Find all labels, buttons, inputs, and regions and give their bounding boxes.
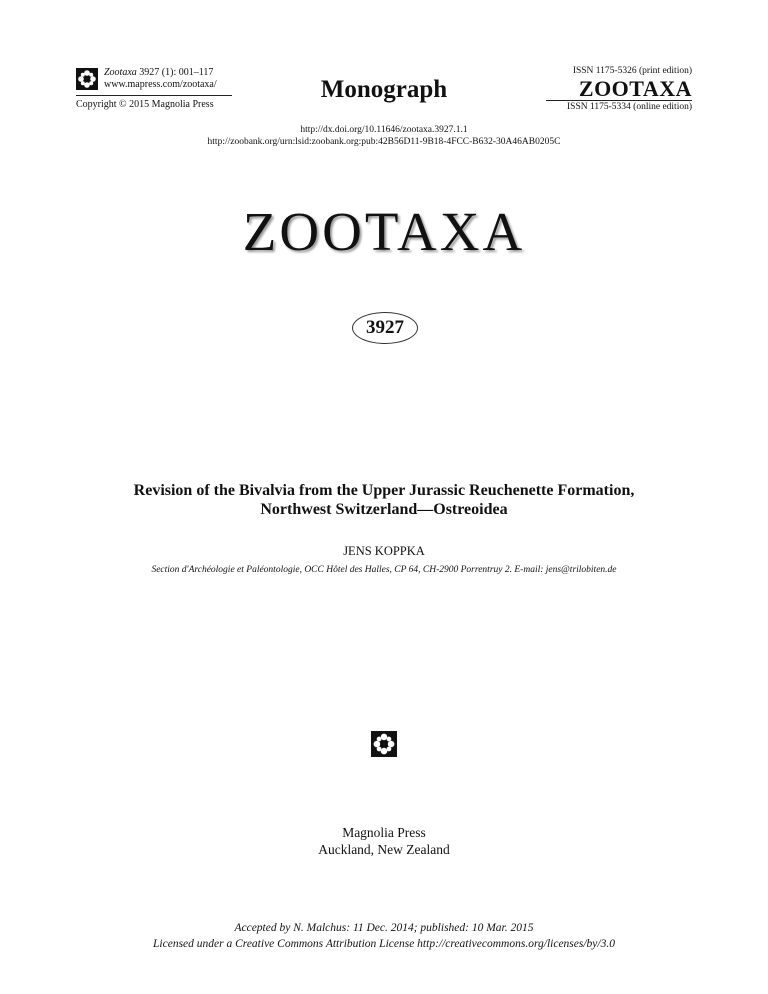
zoobank-link[interactable]: http://zoobank.org/urn:lsid:zoobank.org:pub:42B56D11-9B18-4FCC-B632-30A46AB0205C <box>207 137 561 147</box>
paper-title-line-1: Revision of the Bivalvia from the Upper Jurassic Reuchenette Formation, <box>133 482 635 499</box>
publication-info <box>0 920 768 952</box>
journal-name: Zootaxa <box>104 67 137 78</box>
header-divider-right <box>546 100 692 101</box>
article-type: Monograph <box>320 76 448 103</box>
issn-online: ISSN 1175-5334 (online edition) <box>567 102 692 112</box>
website-link[interactable]: www.mapress.com/zootaxa/ <box>104 79 217 90</box>
magnolia-press-logo-icon <box>371 731 397 757</box>
publisher-location: Auckland, New Zealand <box>318 842 450 857</box>
copyright-text: Copyright © 2015 Magnolia Press <box>76 99 214 110</box>
publisher-block <box>0 824 768 858</box>
issue-number-badge: 3927 <box>352 312 418 344</box>
paper-title-line-2: Northwest Switzerland—Ostreoidea <box>260 501 508 518</box>
journal-logo-text: ZOOTAXA <box>578 76 692 101</box>
citation-text: 3927 (1): 001–117 <box>136 67 214 78</box>
license-text: Licensed under a Creative Commons Attribution License http://creativecommons.org/licenses/by/3.0 <box>153 938 615 950</box>
identifiers <box>0 124 768 148</box>
doi-link[interactable]: http://dx.doi.org/10.11646/zootaxa.3927.1.1 <box>300 125 468 135</box>
accepted-date: Accepted by N. Malchus: 11 Dec. 2014; published: 10 Mar. 2015 <box>234 922 534 934</box>
author-affiliation: Section d'Archéologie et Paléontologie, OCC Hôtel des Halles, CP 64, CH-2900 Porrentruy 2. E-mail: jens@trilobiten.de <box>151 565 617 575</box>
cover-title: ZOOTAXA <box>242 201 526 262</box>
issn-print: ISSN 1175-5326 (print edition) <box>572 66 692 76</box>
publisher-name: Magnolia Press <box>342 825 426 840</box>
author-name: JENS KOPPKA <box>343 544 425 558</box>
paper-title <box>0 481 768 519</box>
